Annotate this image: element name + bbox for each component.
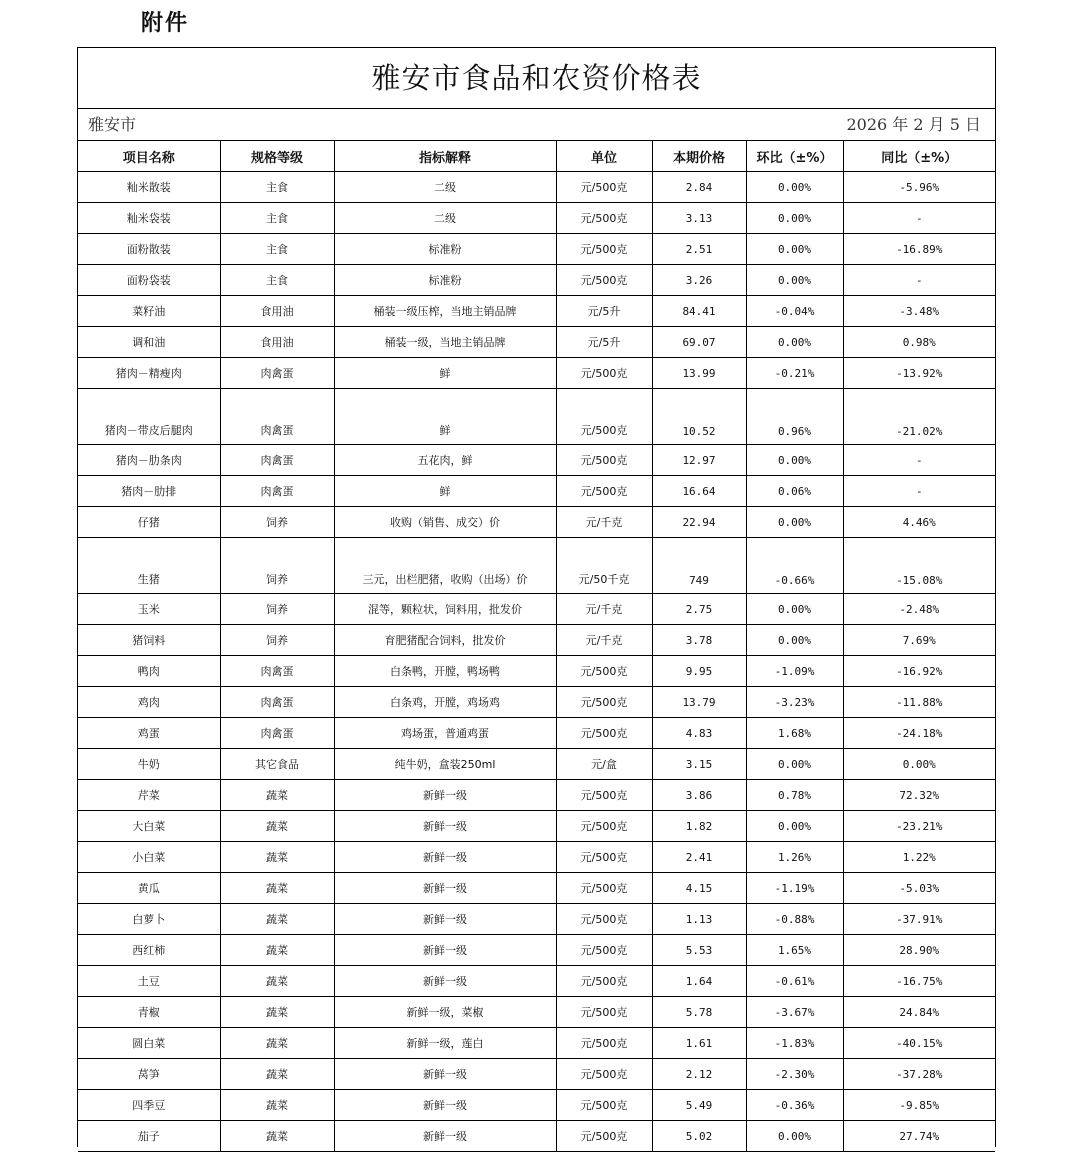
cell-unit: 元/500克 bbox=[556, 265, 652, 296]
cell-yoy: -5.03% bbox=[843, 873, 995, 904]
cell-grade: 主食 bbox=[220, 172, 334, 203]
cell-grade: 其它食品 bbox=[220, 749, 334, 780]
cell-unit: 元/500克 bbox=[556, 842, 652, 873]
report-date: 2026 年 2 月 5 日 bbox=[846, 115, 981, 134]
cell-unit: 元/500克 bbox=[556, 780, 652, 811]
cell-yoy: 27.74% bbox=[843, 1121, 995, 1152]
table-row bbox=[78, 1090, 995, 1121]
cell-mom: 0.78% bbox=[746, 780, 843, 811]
cell-yoy: -23.21% bbox=[843, 811, 995, 842]
cell-yoy: -3.48% bbox=[843, 296, 995, 327]
cell-grade: 蔬菜 bbox=[220, 873, 334, 904]
cell-yoy: -13.92% bbox=[843, 358, 995, 389]
cell-name: 籼米袋装 bbox=[78, 203, 220, 234]
column-header-price: 本期价格 bbox=[652, 141, 746, 172]
cell-price: 5.78 bbox=[652, 997, 746, 1028]
cell-description: 桶装一级压榨，当地主销品牌 bbox=[334, 296, 556, 327]
cell-unit: 元/50千克 bbox=[556, 538, 652, 594]
cell-mom: 0.00% bbox=[746, 172, 843, 203]
cell-price: 5.02 bbox=[652, 1121, 746, 1152]
table-row bbox=[78, 842, 995, 873]
table-row bbox=[78, 780, 995, 811]
cell-yoy: 0.00% bbox=[843, 749, 995, 780]
cell-yoy: -5.96% bbox=[843, 172, 995, 203]
cell-description: 鲜 bbox=[334, 389, 556, 445]
cell-price: 1.61 bbox=[652, 1028, 746, 1059]
cell-mom: 0.00% bbox=[746, 625, 843, 656]
cell-description: 新鲜一级 bbox=[334, 904, 556, 935]
cell-grade: 蔬菜 bbox=[220, 966, 334, 997]
cell-grade: 蔬菜 bbox=[220, 1028, 334, 1059]
cell-yoy: 1.22% bbox=[843, 842, 995, 873]
cell-description: 新鲜一级 bbox=[334, 1121, 556, 1152]
cell-name: 猪饲料 bbox=[78, 625, 220, 656]
cell-yoy: - bbox=[843, 265, 995, 296]
table-row bbox=[78, 265, 995, 296]
cell-mom: 1.26% bbox=[746, 842, 843, 873]
cell-unit: 元/盒 bbox=[556, 749, 652, 780]
cell-name: 芹菜 bbox=[78, 780, 220, 811]
cell-grade: 肉禽蛋 bbox=[220, 718, 334, 749]
table-row bbox=[78, 594, 995, 625]
cell-yoy: -15.08% bbox=[843, 538, 995, 594]
cell-description: 鲜 bbox=[334, 358, 556, 389]
cell-mom: 0.00% bbox=[746, 203, 843, 234]
cell-price: 3.86 bbox=[652, 780, 746, 811]
table-body bbox=[78, 172, 995, 1152]
cell-yoy: -9.85% bbox=[843, 1090, 995, 1121]
cell-name: 西红柿 bbox=[78, 935, 220, 966]
cell-grade: 蔬菜 bbox=[220, 1121, 334, 1152]
cell-unit: 元/500克 bbox=[556, 358, 652, 389]
cell-unit: 元/千克 bbox=[556, 507, 652, 538]
cell-price: 3.78 bbox=[652, 625, 746, 656]
cell-mom: -2.30% bbox=[746, 1059, 843, 1090]
cell-grade: 肉禽蛋 bbox=[220, 656, 334, 687]
table-row bbox=[78, 1059, 995, 1090]
cell-unit: 元/500克 bbox=[556, 718, 652, 749]
cell-mom: -0.36% bbox=[746, 1090, 843, 1121]
cell-price: 2.75 bbox=[652, 594, 746, 625]
cell-unit: 元/500克 bbox=[556, 656, 652, 687]
cell-description: 标准粉 bbox=[334, 234, 556, 265]
cell-name: 猪肉－肋排 bbox=[78, 476, 220, 507]
cell-description: 二级 bbox=[334, 203, 556, 234]
cell-name: 调和油 bbox=[78, 327, 220, 358]
table-row bbox=[78, 1121, 995, 1152]
cell-grade: 主食 bbox=[220, 203, 334, 234]
cell-price: 5.49 bbox=[652, 1090, 746, 1121]
cell-unit: 元/500克 bbox=[556, 1028, 652, 1059]
cell-name: 四季豆 bbox=[78, 1090, 220, 1121]
cell-description: 二级 bbox=[334, 172, 556, 203]
cell-yoy: 0.98% bbox=[843, 327, 995, 358]
column-header-mom: 环比（±%） bbox=[746, 141, 843, 172]
cell-mom: 0.00% bbox=[746, 445, 843, 476]
cell-name: 莴笋 bbox=[78, 1059, 220, 1090]
table-row bbox=[78, 203, 995, 234]
table-row bbox=[78, 476, 995, 507]
column-header-yoy: 同比（±%） bbox=[843, 141, 995, 172]
cell-yoy: -2.48% bbox=[843, 594, 995, 625]
cell-mom: 0.00% bbox=[746, 749, 843, 780]
cell-price: 13.79 bbox=[652, 687, 746, 718]
cell-description: 鸡场蛋，普通鸡蛋 bbox=[334, 718, 556, 749]
cell-price: 12.97 bbox=[652, 445, 746, 476]
cell-unit: 元/500克 bbox=[556, 997, 652, 1028]
cell-unit: 元/500克 bbox=[556, 1121, 652, 1152]
cell-price: 2.41 bbox=[652, 842, 746, 873]
cell-yoy: -16.89% bbox=[843, 234, 995, 265]
cell-mom: 0.00% bbox=[746, 327, 843, 358]
cell-name: 青椒 bbox=[78, 997, 220, 1028]
column-header-name: 项目名称 bbox=[78, 141, 220, 172]
cell-description: 新鲜一级，莲白 bbox=[334, 1028, 556, 1059]
cell-yoy: -37.28% bbox=[843, 1059, 995, 1090]
cell-unit: 元/500克 bbox=[556, 476, 652, 507]
cell-yoy: -21.02% bbox=[843, 389, 995, 445]
cell-mom: 0.00% bbox=[746, 265, 843, 296]
cell-description: 标准粉 bbox=[334, 265, 556, 296]
cell-mom: -1.19% bbox=[746, 873, 843, 904]
cell-grade: 食用油 bbox=[220, 296, 334, 327]
cell-price: 1.13 bbox=[652, 904, 746, 935]
cell-mom: -3.67% bbox=[746, 997, 843, 1028]
cell-mom: 0.96% bbox=[746, 389, 843, 445]
city-label: 雅安市 bbox=[88, 115, 137, 134]
cell-price: 1.64 bbox=[652, 966, 746, 997]
table-row bbox=[78, 625, 995, 656]
cell-price: 69.07 bbox=[652, 327, 746, 358]
table-row bbox=[78, 538, 995, 594]
cell-description: 五花肉，鲜 bbox=[334, 445, 556, 476]
cell-grade: 蔬菜 bbox=[220, 997, 334, 1028]
cell-yoy: 24.84% bbox=[843, 997, 995, 1028]
cell-mom: 0.00% bbox=[746, 234, 843, 265]
cell-price: 13.99 bbox=[652, 358, 746, 389]
cell-grade: 蔬菜 bbox=[220, 935, 334, 966]
cell-grade: 主食 bbox=[220, 234, 334, 265]
cell-yoy: -37.91% bbox=[843, 904, 995, 935]
cell-unit: 元/500克 bbox=[556, 904, 652, 935]
cell-unit: 元/千克 bbox=[556, 625, 652, 656]
price-table bbox=[78, 141, 995, 1152]
table-header-row bbox=[78, 141, 995, 172]
cell-unit: 元/500克 bbox=[556, 234, 652, 265]
cell-price: 749 bbox=[652, 538, 746, 594]
cell-description: 收购（销售、成交）价 bbox=[334, 507, 556, 538]
cell-yoy: -24.18% bbox=[843, 718, 995, 749]
cell-unit: 元/500克 bbox=[556, 811, 652, 842]
cell-yoy: 72.32% bbox=[843, 780, 995, 811]
table-row bbox=[78, 327, 995, 358]
cell-mom: 0.00% bbox=[746, 594, 843, 625]
cell-name: 籼米散装 bbox=[78, 172, 220, 203]
cell-name: 鸡蛋 bbox=[78, 718, 220, 749]
cell-yoy: -16.75% bbox=[843, 966, 995, 997]
cell-description: 鲜 bbox=[334, 476, 556, 507]
cell-grade: 肉禽蛋 bbox=[220, 476, 334, 507]
cell-yoy: 7.69% bbox=[843, 625, 995, 656]
table-row bbox=[78, 873, 995, 904]
cell-name: 白萝卜 bbox=[78, 904, 220, 935]
cell-mom: 0.00% bbox=[746, 1121, 843, 1152]
cell-grade: 肉禽蛋 bbox=[220, 445, 334, 476]
cell-unit: 元/500克 bbox=[556, 389, 652, 445]
cell-mom: -3.23% bbox=[746, 687, 843, 718]
cell-price: 9.95 bbox=[652, 656, 746, 687]
cell-mom: 1.65% bbox=[746, 935, 843, 966]
cell-unit: 元/500克 bbox=[556, 1090, 652, 1121]
column-header-description: 指标解释 bbox=[334, 141, 556, 172]
cell-name: 大白菜 bbox=[78, 811, 220, 842]
cell-grade: 肉禽蛋 bbox=[220, 389, 334, 445]
table-row bbox=[78, 811, 995, 842]
cell-description: 白条鸡，开膛，鸡场鸡 bbox=[334, 687, 556, 718]
cell-name: 牛奶 bbox=[78, 749, 220, 780]
cell-grade: 饲养 bbox=[220, 538, 334, 594]
cell-description: 新鲜一级 bbox=[334, 935, 556, 966]
cell-grade: 食用油 bbox=[220, 327, 334, 358]
table-subheader bbox=[78, 109, 995, 141]
cell-mom: 1.68% bbox=[746, 718, 843, 749]
cell-name: 鸭肉 bbox=[78, 656, 220, 687]
cell-description: 桶装一级，当地主销品牌 bbox=[334, 327, 556, 358]
cell-unit: 元/500克 bbox=[556, 445, 652, 476]
cell-price: 4.83 bbox=[652, 718, 746, 749]
cell-yoy: - bbox=[843, 203, 995, 234]
cell-yoy: 4.46% bbox=[843, 507, 995, 538]
cell-grade: 饲养 bbox=[220, 594, 334, 625]
table-row bbox=[78, 718, 995, 749]
cell-description: 新鲜一级 bbox=[334, 1090, 556, 1121]
cell-name: 鸡肉 bbox=[78, 687, 220, 718]
cell-unit: 元/500克 bbox=[556, 873, 652, 904]
cell-description: 混等，颗粒状，饲料用，批发价 bbox=[334, 594, 556, 625]
cell-name: 菜籽油 bbox=[78, 296, 220, 327]
cell-name: 土豆 bbox=[78, 966, 220, 997]
cell-price: 2.84 bbox=[652, 172, 746, 203]
cell-yoy: - bbox=[843, 445, 995, 476]
cell-price: 3.26 bbox=[652, 265, 746, 296]
cell-grade: 蔬菜 bbox=[220, 842, 334, 873]
table-row bbox=[78, 389, 995, 445]
cell-yoy: -40.15% bbox=[843, 1028, 995, 1059]
cell-unit: 元/500克 bbox=[556, 687, 652, 718]
cell-name: 圆白菜 bbox=[78, 1028, 220, 1059]
cell-price: 1.82 bbox=[652, 811, 746, 842]
cell-price: 84.41 bbox=[652, 296, 746, 327]
cell-grade: 蔬菜 bbox=[220, 904, 334, 935]
cell-price: 2.12 bbox=[652, 1059, 746, 1090]
cell-mom: 0.00% bbox=[746, 507, 843, 538]
cell-unit: 元/500克 bbox=[556, 1059, 652, 1090]
price-table-frame bbox=[77, 47, 996, 1147]
cell-grade: 蔬菜 bbox=[220, 1059, 334, 1090]
table-row bbox=[78, 749, 995, 780]
table-row bbox=[78, 507, 995, 538]
table-row bbox=[78, 656, 995, 687]
cell-description: 新鲜一级 bbox=[334, 811, 556, 842]
cell-mom: -1.83% bbox=[746, 1028, 843, 1059]
cell-description: 育肥猪配合饲料，批发价 bbox=[334, 625, 556, 656]
cell-name: 生猪 bbox=[78, 538, 220, 594]
column-header-unit: 单位 bbox=[556, 141, 652, 172]
cell-name: 猪肉－精瘦肉 bbox=[78, 358, 220, 389]
cell-unit: 元/500克 bbox=[556, 172, 652, 203]
cell-grade: 蔬菜 bbox=[220, 1090, 334, 1121]
cell-price: 22.94 bbox=[652, 507, 746, 538]
cell-description: 纯牛奶，盒装250ml bbox=[334, 749, 556, 780]
cell-unit: 元/500克 bbox=[556, 935, 652, 966]
cell-name: 小白菜 bbox=[78, 842, 220, 873]
cell-name: 猪肉－带皮后腿肉 bbox=[78, 389, 220, 445]
cell-unit: 元/500克 bbox=[556, 203, 652, 234]
table-row bbox=[78, 935, 995, 966]
cell-mom: 0.00% bbox=[746, 811, 843, 842]
table-row bbox=[78, 997, 995, 1028]
cell-description: 新鲜一级 bbox=[334, 780, 556, 811]
table-row bbox=[78, 445, 995, 476]
cell-grade: 饲养 bbox=[220, 507, 334, 538]
cell-name: 茄子 bbox=[78, 1121, 220, 1152]
cell-price: 3.15 bbox=[652, 749, 746, 780]
cell-price: 10.52 bbox=[652, 389, 746, 445]
cell-description: 新鲜一级 bbox=[334, 1059, 556, 1090]
cell-price: 2.51 bbox=[652, 234, 746, 265]
column-header-grade: 规格等级 bbox=[220, 141, 334, 172]
cell-description: 白条鸭，开膛，鸭场鸭 bbox=[334, 656, 556, 687]
table-row bbox=[78, 904, 995, 935]
cell-yoy: - bbox=[843, 476, 995, 507]
cell-mom: -0.88% bbox=[746, 904, 843, 935]
cell-unit: 元/5升 bbox=[556, 327, 652, 358]
cell-description: 新鲜一级 bbox=[334, 842, 556, 873]
cell-grade: 肉禽蛋 bbox=[220, 358, 334, 389]
cell-yoy: -16.92% bbox=[843, 656, 995, 687]
cell-name: 仔猪 bbox=[78, 507, 220, 538]
cell-name: 玉米 bbox=[78, 594, 220, 625]
cell-price: 3.13 bbox=[652, 203, 746, 234]
cell-description: 新鲜一级 bbox=[334, 966, 556, 997]
table-row bbox=[78, 234, 995, 265]
cell-mom: -0.04% bbox=[746, 296, 843, 327]
cell-name: 面粉散装 bbox=[78, 234, 220, 265]
table-row bbox=[78, 172, 995, 203]
table-row bbox=[78, 687, 995, 718]
cell-name: 面粉袋装 bbox=[78, 265, 220, 296]
cell-yoy: -11.88% bbox=[843, 687, 995, 718]
cell-grade: 蔬菜 bbox=[220, 811, 334, 842]
table-title: 雅安市食品和农资价格表 bbox=[78, 48, 995, 109]
table-row bbox=[78, 966, 995, 997]
cell-price: 5.53 bbox=[652, 935, 746, 966]
cell-mom: -0.21% bbox=[746, 358, 843, 389]
cell-mom: -1.09% bbox=[746, 656, 843, 687]
cell-grade: 肉禽蛋 bbox=[220, 687, 334, 718]
table-row bbox=[78, 296, 995, 327]
cell-grade: 蔬菜 bbox=[220, 780, 334, 811]
cell-unit: 元/5升 bbox=[556, 296, 652, 327]
cell-unit: 元/千克 bbox=[556, 594, 652, 625]
cell-grade: 主食 bbox=[220, 265, 334, 296]
table-row bbox=[78, 358, 995, 389]
cell-description: 三元，出栏肥猪，收购（出场）价 bbox=[334, 538, 556, 594]
cell-price: 4.15 bbox=[652, 873, 746, 904]
cell-description: 新鲜一级，菜椒 bbox=[334, 997, 556, 1028]
cell-mom: 0.06% bbox=[746, 476, 843, 507]
cell-mom: -0.61% bbox=[746, 966, 843, 997]
attachment-label: 附件 bbox=[141, 11, 190, 36]
cell-name: 猪肉－肋条肉 bbox=[78, 445, 220, 476]
cell-unit: 元/500克 bbox=[556, 966, 652, 997]
cell-yoy: 28.90% bbox=[843, 935, 995, 966]
cell-name: 黄瓜 bbox=[78, 873, 220, 904]
cell-grade: 饲养 bbox=[220, 625, 334, 656]
cell-description: 新鲜一级 bbox=[334, 873, 556, 904]
table-row bbox=[78, 1028, 995, 1059]
cell-price: 16.64 bbox=[652, 476, 746, 507]
cell-mom: -0.66% bbox=[746, 538, 843, 594]
